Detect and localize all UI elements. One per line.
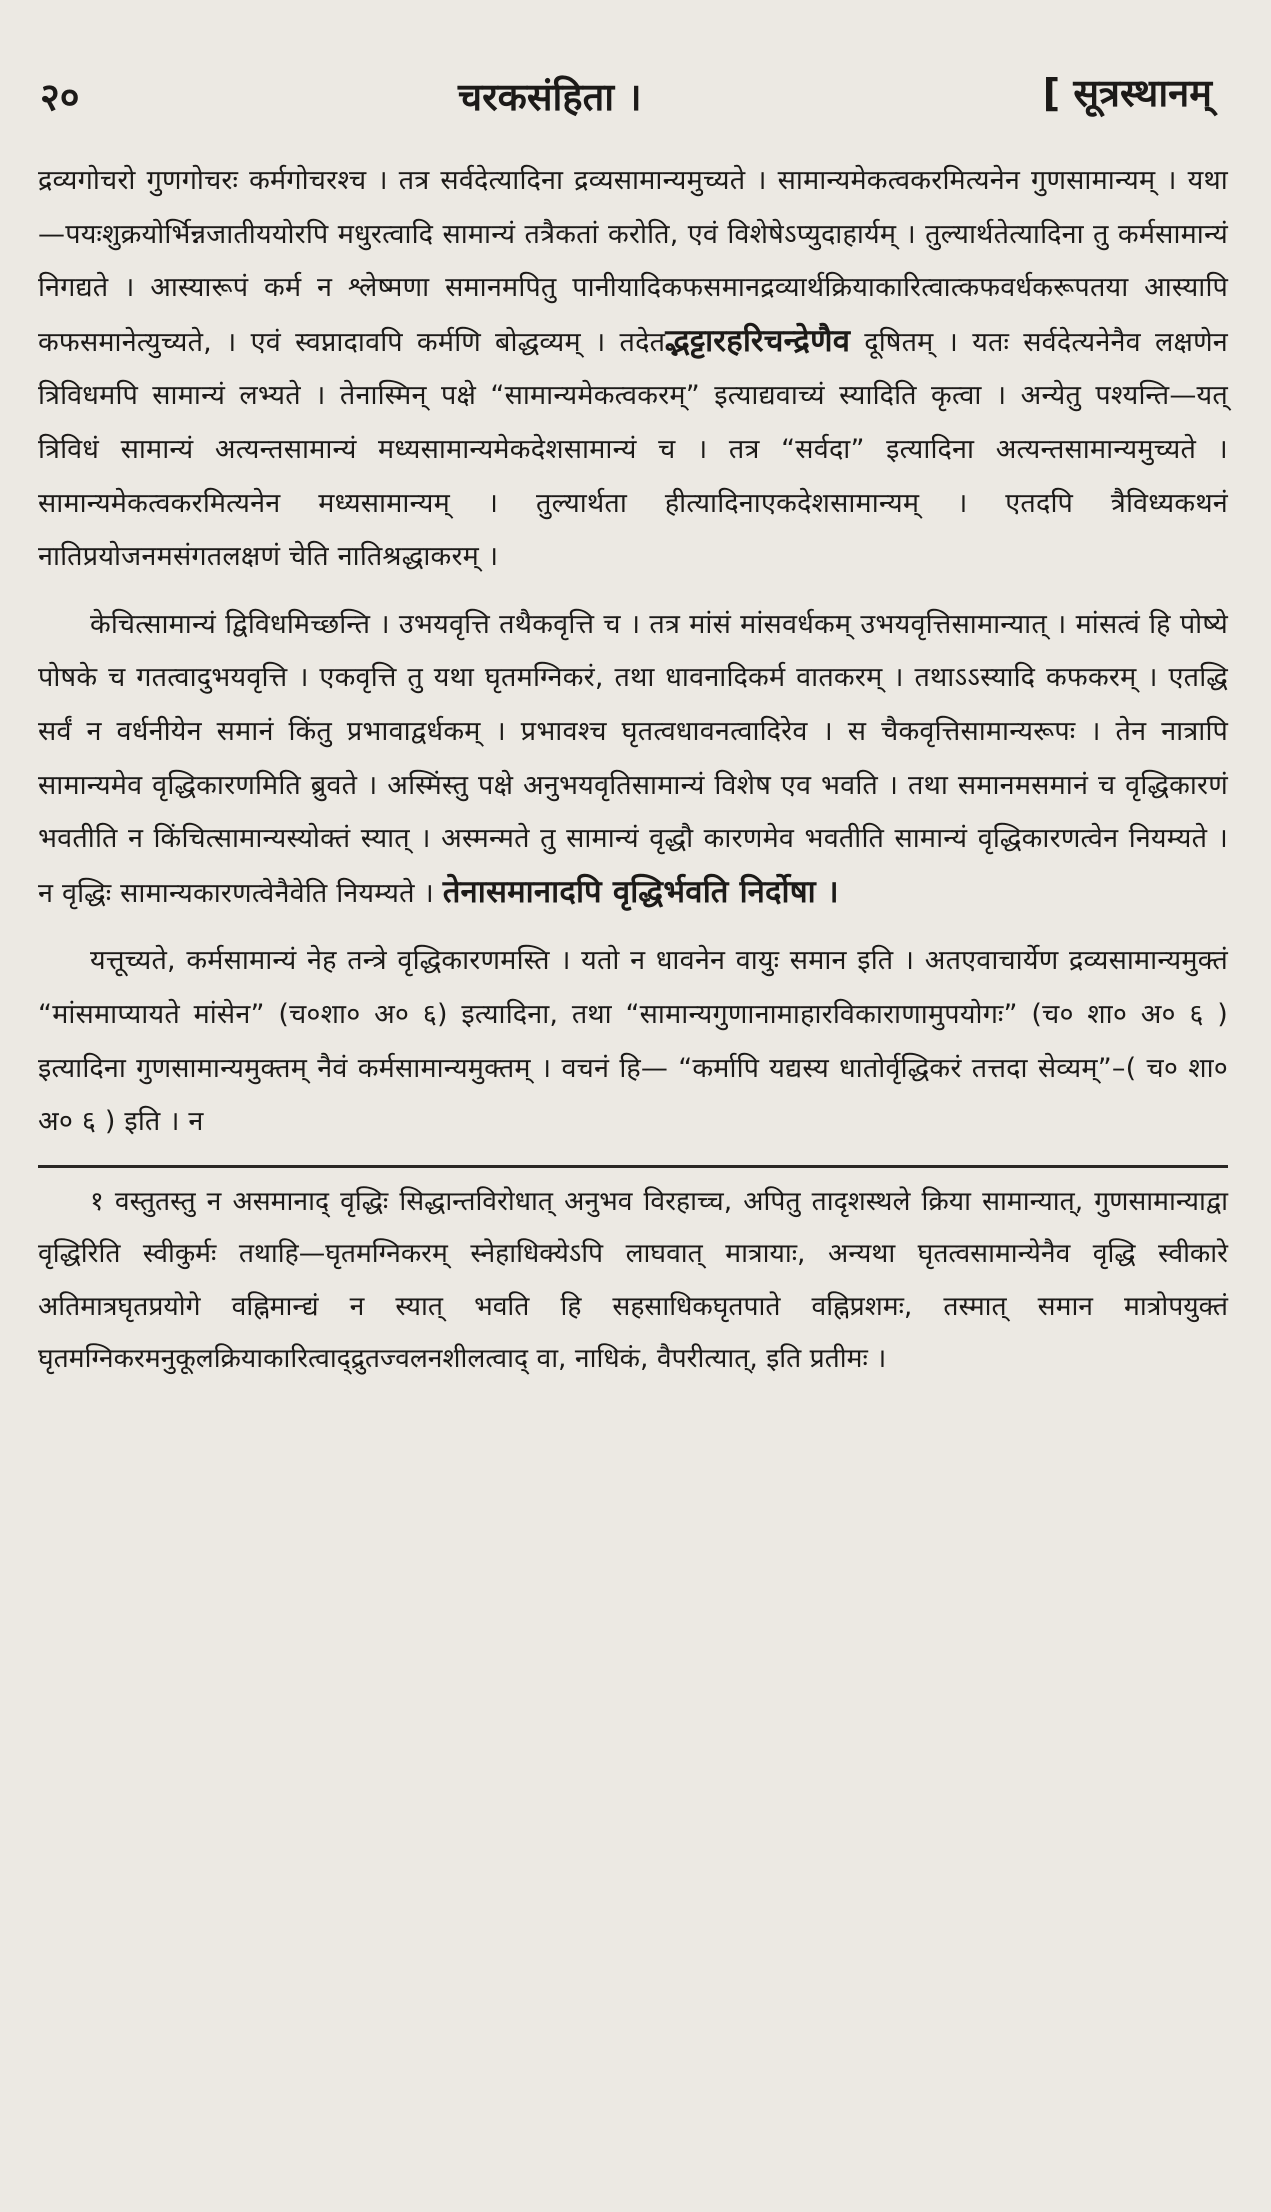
- paragraph-2-text: केचित्सामान्यं द्विविधमिच्छन्ति । उभयवृत्ति तथैकवृत्ति च । तत्र मांसं मांसवर्धकम् उभयवृत्तिसामान्यात् । मांसत्वं हि पोष्ये पोषके च गतत्वादुभयवृत्ति । एकवृत्ति तु यथा घृतमग्निकरं, तथा धावनादिकर्म वातकरम् । तथाऽऽस्यादि कफकरम् । एतद्धि सर्वं न वर्धनीयेन समानं किंतु प्रभावाद्वर्धकम् । प्रभावश्च घृतत्वधावनत्वादिरेव । स चैकवृत्तिसामान्यरूपः । तेन नात्रापि सामान्यमेव वृद्धिकारणमिति ब्रुवते । अस्मिंस्तु पक्षे अनुभयवृतिसामान्यं विशेष एव भवति । तथा समानमसमानं च वृद्धिकारणं भवतीति न किंचित्सामान्यस्योक्तं स्यात् । अस्मन्मते तु सामान्यं वृद्धौ कारणमेव भवतीति सामान्यं वृद्धिकारणत्वेन नियम्यते । न वृद्धिः सामान्यकारणत्वेनैवेति नियम्यते ।: [38, 608, 1228, 909]
- running-title: चरकसंहिता ।: [458, 75, 642, 119]
- paragraph-3-text: यत्तूच्यते, कर्मसामान्यं नेह तन्त्रे वृद्धिकारणमस्ति । यतो न धावनेन वायुः समान इति । अतएवाचार्येण द्रव्यसामान्यमुक्तं “मांसमाप्यायते मांसेन” (च०शा० अ० ६) इत्यादिना, तथा “सामान्यगुणानामाहारविकाराणामुपयोगः” (च० शा० अ० ६ ) इत्यादिना गुणसामान्यमुक्तम् नैवं कर्मसामान्यमुक्तम् । वचनं हि— “कर्मापि यद्यस्य धातोर्वृद्धिकरं तत्तदा सेव्यम्”–( च० शा० अ० ६ ) इति । न: [38, 945, 1228, 1138]
- section-title: [ सूत्रस्थानम्: [1042, 71, 1212, 115]
- footnote-divider: [38, 1165, 1228, 1168]
- paragraph-1: [38, 154, 1228, 584]
- footnote: १ वस्तुतस्तु न असमानाद् वृद्धिः सिद्धान्तविरोधात् अनुभव विरहाच्च, अपितु तादृशस्थले क्रिया सामान्यात्, गुणसामान्याद्वा वृद्धिरिति स्वीकुर्मः तथाहि—घृतमग्निकरम् स्नेहाधिक्येऽपि लाघवात् मात्रायाः, अन्यथा घृतत्वसामान्येनैव वृद्धि स्वीकारे अतिमात्रघृतप्रयोगे वह्निमान्द्यं न स्यात् भवति हि सहसाधिकघृतपाते वह्निप्रशमः, तस्मात् समान मात्रोपयुक्तं घृतमग्निकरमनुकूलक्रियाकारित्वाद्द्रुतज्वलनशीलत्वाद् वा, नाधिकं, वैपरीत्यात्, इति प्रतीमः ।: [38, 1185, 1228, 1375]
- book-page: [38, 62, 1228, 1386]
- paragraph-2: [38, 598, 1228, 921]
- paragraph-3: [38, 934, 1228, 1148]
- paragraph-2-bold: तेनासमानादपि वृद्धिर्भवति निर्दोषा ।: [442, 873, 839, 910]
- paragraph-1-text: द्रव्यगोचरो गुणगोचरः कर्मगोचरश्च । तत्र सर्वदेत्यादिना द्रव्यसामान्यमुच्यते । सामान्यमेकत्वकरमित्यनेन गुणसामान्यम् । यथा—पयःशुक्रयोर्भिन्नजातीययोरपि मधुरत्वादि सामान्यं तत्रैकतां करोति, एवं विशेषेऽप्युदाहार्यम् । तुल्यार्थतेत्यादिना तु कर्मसामान्यं निगद्यते । आस्यारूपं कर्म न श्लेष्मणा समानमपितु पानीयादिकफसमानद्रव्यार्थक्रियाकारित्वात्कफवर्धकरूपतया आस्यापि कफसमानेत्युच्यते, । एवं स्वप्नादावपि कर्मणि बोद्धव्यम् । तदेत: [38, 165, 1228, 358]
- paragraph-1-bold: द्भट्टारहरिचन्द्रेणैव: [665, 322, 851, 359]
- page-header: [38, 62, 1228, 132]
- page-number: २०: [40, 75, 80, 119]
- paragraph-1-text-after: दूषितम् । यतः सर्वदेत्यनेनैव लक्षणेन त्रिविधमपि सामान्यं लभ्यते । तेनास्मिन् पक्षे “सामान्यमेकत्वकरम्” इत्याद्यवाच्यं स्यादिति कृत्वा । अन्येतु पश्यन्ति—यत् त्रिविधं सामान्यं अत्यन्तसामान्यं मध्यसामान्यमेकदेशसामान्यं च । तत्र “सर्वदा” इत्यादिना अत्यन्तसामान्यमुच्यते । सामान्यमेकत्वकरमित्यनेन मध्यसामान्यम् । तुल्यार्थता हीत्यादिनाएकदेशसामान्यम् । एतदपि त्रैविध्यकथनं नातिप्रयोजनमसंगतलक्षणं चेति नातिश्रद्धाकरम् ।: [38, 326, 1228, 573]
- main-text: [38, 154, 1228, 1149]
